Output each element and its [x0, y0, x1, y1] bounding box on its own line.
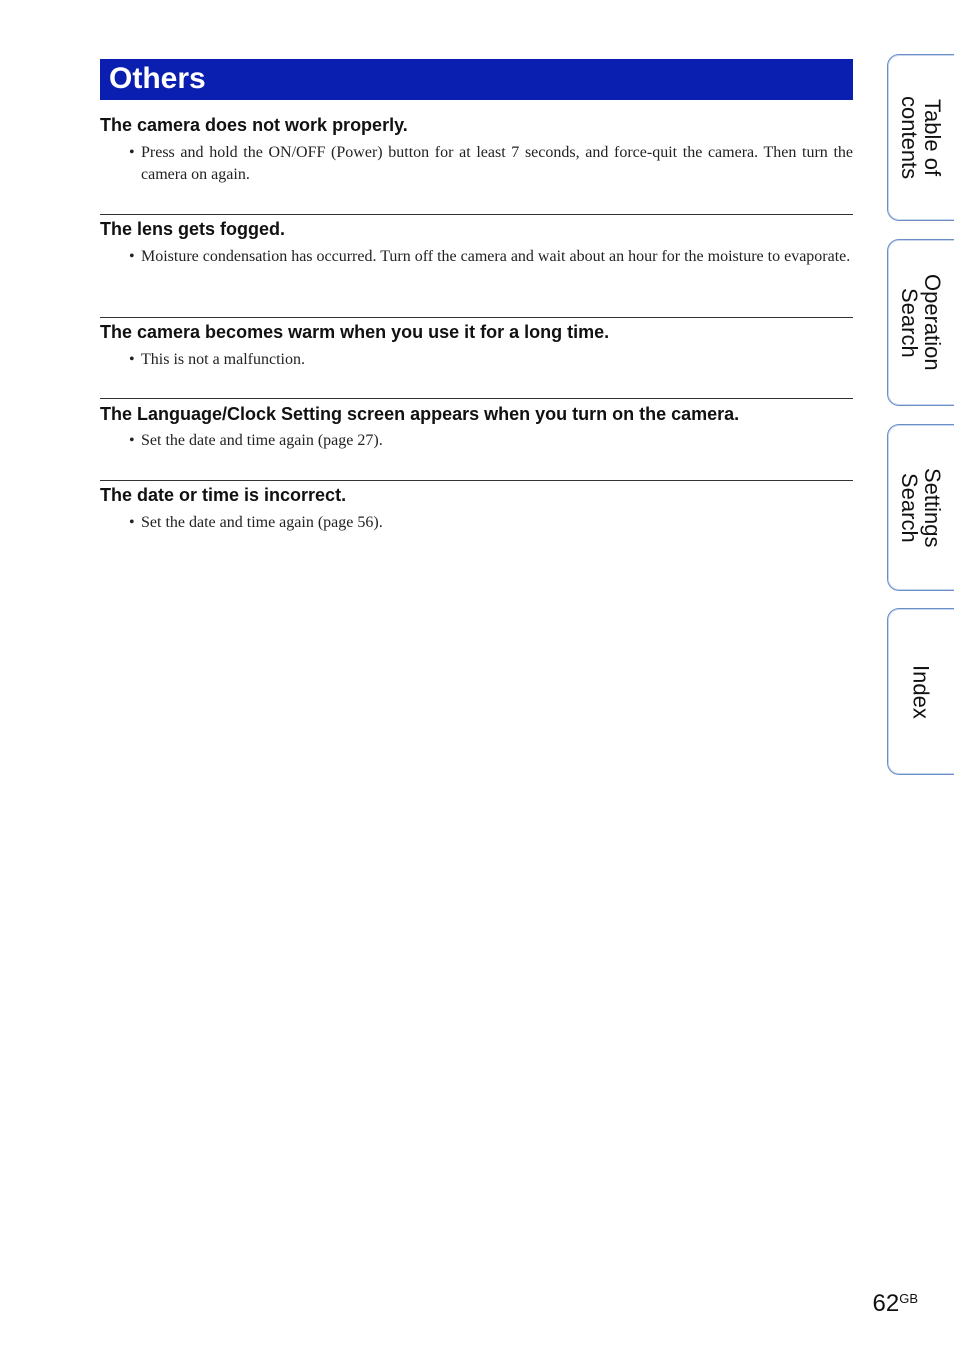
page-number-suffix: GB — [899, 1290, 918, 1306]
section-heading: The Language/Clock Setting screen appears when you turn on the camera. — [100, 404, 740, 424]
tab-table-of-contents[interactable] — [887, 54, 954, 221]
tab-label-operation-search: Operation Search — [897, 274, 945, 371]
bullet-list — [100, 349, 853, 371]
section-heading: The camera does not work properly. — [100, 115, 408, 135]
faq-section-camera-warm — [100, 317, 853, 371]
section-heading: The camera becomes warm when you use it for a long time. — [100, 322, 610, 342]
page-title: Others — [109, 62, 206, 95]
tab-label-settings-search: Settings Search — [897, 467, 945, 548]
section-heading: The lens gets fogged. — [100, 219, 286, 239]
tab-label-table-of-contents: Table of contents — [897, 95, 945, 180]
bullet-list — [100, 512, 853, 534]
bullet-item: • This is not a malfunction. — [100, 349, 853, 371]
bullet-item: • Set the date and time again (page 27). — [100, 430, 853, 452]
bullet-list — [100, 142, 853, 186]
faq-section-camera-not-working — [100, 114, 853, 186]
faq-section-date-time — [100, 480, 853, 534]
section-heading: The date or time is incorrect. — [100, 485, 347, 505]
bullet-list — [100, 246, 853, 268]
bullet-list — [100, 430, 853, 452]
page-title-bar — [100, 59, 853, 100]
tab-index[interactable] — [887, 608, 954, 775]
faq-section-lens-fogged — [100, 214, 853, 268]
tab-settings-search[interactable] — [887, 424, 954, 591]
page-number-value: 62 — [872, 1290, 900, 1317]
page-number — [873, 1290, 919, 1318]
tab-operation-search[interactable] — [887, 239, 954, 406]
bullet-item: • Moisture condensation has occurred. Turn off the camera and wait about an hour for the moisture to evaporate. — [100, 246, 853, 268]
faq-section-language-clock — [100, 398, 853, 452]
bullet-item: • Press and hold the ON/OFF (Power) button for at least 7 seconds, and force-quit the camera. Then turn the camera on again. — [100, 142, 853, 186]
bullet-item: • Set the date and time again (page 56). — [100, 512, 853, 534]
tab-label-index: Index — [908, 664, 934, 719]
